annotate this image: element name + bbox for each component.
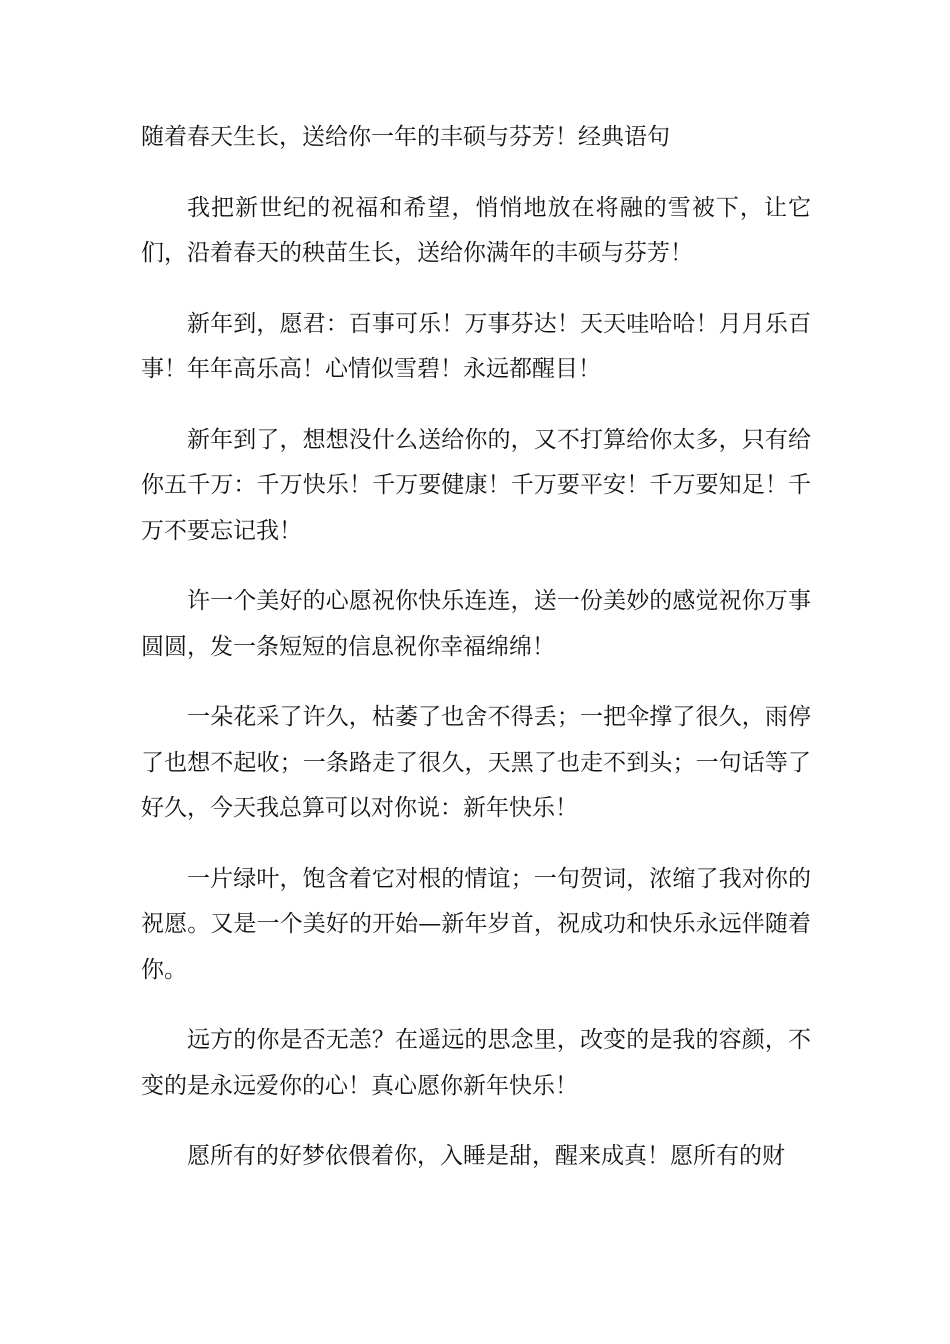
paragraph-3: 新年到，愿君：百事可乐！万事芬达！天天哇哈哈！月月乐百事！年年高乐高！心情似雪碧！永远都醒目！	[141, 310, 811, 382]
paragraph-1: 随着春天生长，送给你一年的丰硕与芬芳！经典语句	[141, 124, 670, 150]
paragraph-6: 一朵花采了许久，枯萎了也舍不得丢；一把伞撑了很久，雨停了也想不起收；一条路走了很久，天黑了也走不到头；一句话等了好久，今天我总算可以对你说：新年快乐！	[141, 704, 811, 821]
paragraph-4: 新年到了，想想没什么送给你的，又不打算给你太多，只有给你五千万：千万快乐！千万要健康！千万要平安！千万要知足！千万不要忘记我！	[141, 426, 811, 544]
paragraph-8: 远方的你是否无恙？在遥远的思念里，改变的是我的容颜，不变的是永远爱你的心！真心愿你新年快乐！	[141, 1027, 811, 1099]
document-body	[141, 115, 811, 1205]
paragraph-5: 许一个美好的心愿祝你快乐连连，送一份美妙的感觉祝你万事圆圆，发一条短短的信息祝你幸福绵绵！	[141, 588, 811, 660]
paragraph-2: 我把新世纪的祝福和希望，悄悄地放在将融的雪被下，让它们，沿着春天的秧苗生长，送给你满年的丰硕与芬芳！	[141, 194, 811, 266]
paragraph-7: 一片绿叶，饱含着它对根的情谊；一句贺词，浓缩了我对你的祝愿。又是一个美好的开始—新年岁首，祝成功和快乐永远伴随着你。	[141, 865, 811, 983]
paragraph-9: 愿所有的好梦依偎着你，入睡是甜，醒来成真！愿所有的财	[187, 1143, 785, 1169]
